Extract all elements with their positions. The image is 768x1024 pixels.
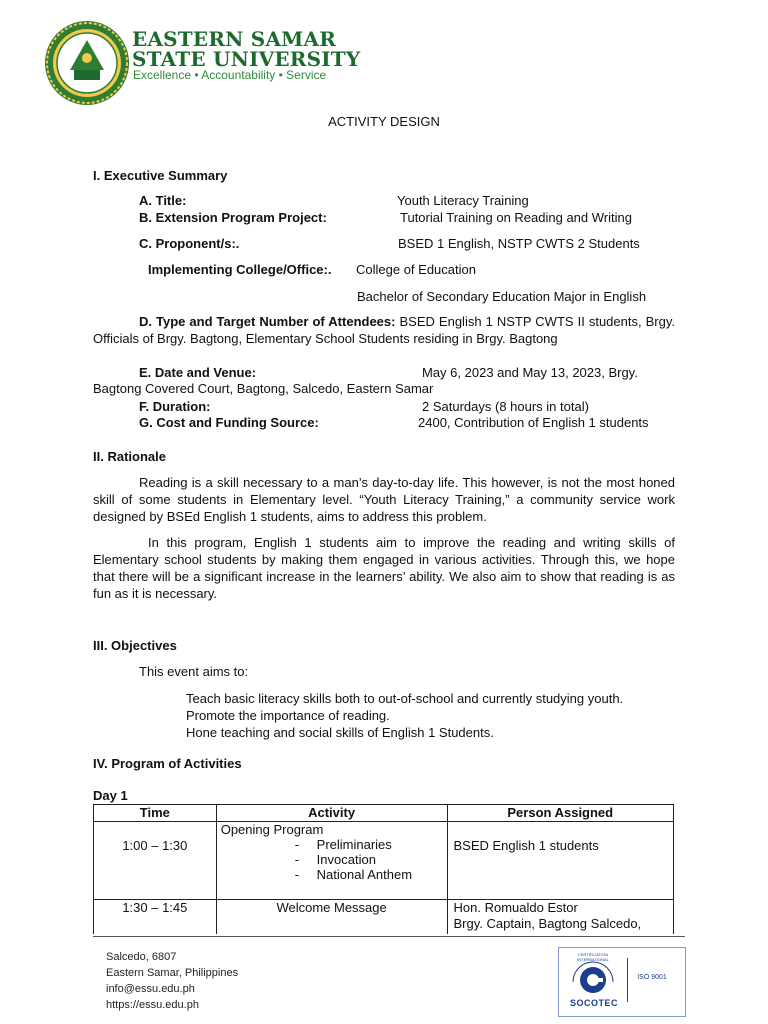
university-seal (44, 20, 130, 106)
date-value-line1: May 6, 2023 and May 13, 2023, Brgy. (422, 365, 638, 380)
row-activity: Opening Program (220, 822, 324, 837)
duration-label: F. Duration: (139, 399, 211, 414)
project-value: Tutorial Training on Reading and Writing (400, 210, 632, 225)
duration-value: 2 Saturdays (8 hours in total) (422, 399, 589, 414)
program-value: Bachelor of Secondary Education Major in English (357, 289, 647, 304)
university-name-line2: STATE UNIVERSITY (132, 47, 361, 71)
day-label: Day 1 (93, 788, 128, 803)
footer-divider (93, 936, 685, 937)
section-heading-program: IV. Program of Activities (93, 756, 242, 771)
certification-box (558, 947, 686, 1017)
rationale-paragraph-2: In this program, English 1 students aim to improve the reading and writing skills of Elementary school students by making them engaged in various activities. Through this, we hope that there will be a significant increase in the learners’ ability. We also aim to show that reading is as fun as it is necessary. (93, 535, 675, 601)
iso-label-box (627, 958, 676, 1002)
row-person: Hon. Romualdo Estor (453, 900, 578, 915)
sub-activity: - Invocation (294, 852, 376, 867)
row-person: BSED English 1 students (453, 838, 599, 853)
footer-address-line1: Salcedo, 6807 (106, 951, 177, 963)
attendees-paragraph (93, 313, 675, 347)
column-header-person: Person Assigned (447, 805, 674, 822)
sub-activity: - Preliminaries (294, 837, 392, 852)
row-activity: Welcome Message (276, 900, 387, 915)
title-value: Youth Literacy Training (397, 193, 529, 208)
footer-address-line2: Eastern Samar, Philippines (106, 967, 239, 979)
schedule-table-wrapper (93, 804, 675, 934)
objective-item: Teach basic literacy skills both to out-of-school and currently studying youth. (186, 691, 624, 706)
column-header-time: Time (94, 805, 217, 822)
schedule-table (93, 804, 674, 934)
table-row (94, 900, 674, 935)
title-label: A. Title: (139, 193, 187, 208)
university-motto: Excellence • Accountability • Service (133, 68, 327, 82)
section-heading-rationale: II. Rationale (93, 449, 166, 464)
table-row (94, 822, 674, 900)
column-header-activity: Activity (216, 805, 447, 822)
date-label: E. Date and Venue: (139, 365, 257, 380)
footer-website[interactable]: https://essu.edu.ph (106, 999, 199, 1011)
project-label: B. Extension Program Project: (139, 210, 327, 225)
proponent-label: C. Proponent/s:. (139, 236, 240, 251)
row-time: 1:00 – 1:30 (122, 838, 188, 853)
proponent-value: BSED 1 English, NSTP CWTS 2 Students (398, 236, 640, 251)
cert-arc-text: CERTIFICATION INTERNATIONAL (577, 952, 609, 962)
cost-label: G. Cost and Funding Source: (139, 415, 319, 430)
section-heading-executive-summary: I. Executive Summary (93, 168, 228, 183)
socotec-brand: SOCOTEC (569, 998, 618, 1008)
rationale-paragraph-1: Reading is a skill necessary to a man’s day-to-day life. This however, is not the most honed skill of some students in Elementary level. “Youth Literacy Training,” a community service work designed by BSEd English 1 students, aims to address this problem. (93, 475, 675, 524)
section-heading-objectives: III. Objectives (93, 638, 177, 653)
objective-item: Promote the importance of reading. (186, 708, 390, 723)
college-label: Implementing College/Office:. (148, 262, 332, 277)
college-value: College of Education (356, 262, 476, 277)
objective-item: Hone teaching and social skills of English 1 Students. (186, 725, 494, 740)
row-person-title: Brgy. Captain, Bagtong Salcedo, (453, 916, 642, 931)
attendees-value: BSED English 1 NSTP CWTS II students, Brgy. Officials of Brgy. Bagtong, Elementary School Students residing in Brgy. Bagtong (93, 314, 675, 346)
university-name-line1: EASTERN SAMAR (132, 27, 337, 51)
cost-value: 2400, Contribution of English 1 students (418, 415, 649, 430)
table-header-row (94, 805, 674, 822)
document-title: ACTIVITY DESIGN (328, 114, 440, 129)
sub-activity: - National Anthem (294, 867, 413, 882)
objectives-intro: This event aims to: (139, 664, 249, 679)
footer-email[interactable]: info@essu.edu.ph (106, 983, 195, 995)
iso-label: ISO 9001 (637, 974, 667, 981)
attendees-label: D. Type and Target Number of Attendees: (139, 314, 396, 329)
date-value-line2: Bagtong Covered Court, Bagtong, Salcedo, Eastern Samar (93, 381, 434, 396)
row-time: 1:30 – 1:45 (122, 900, 188, 915)
